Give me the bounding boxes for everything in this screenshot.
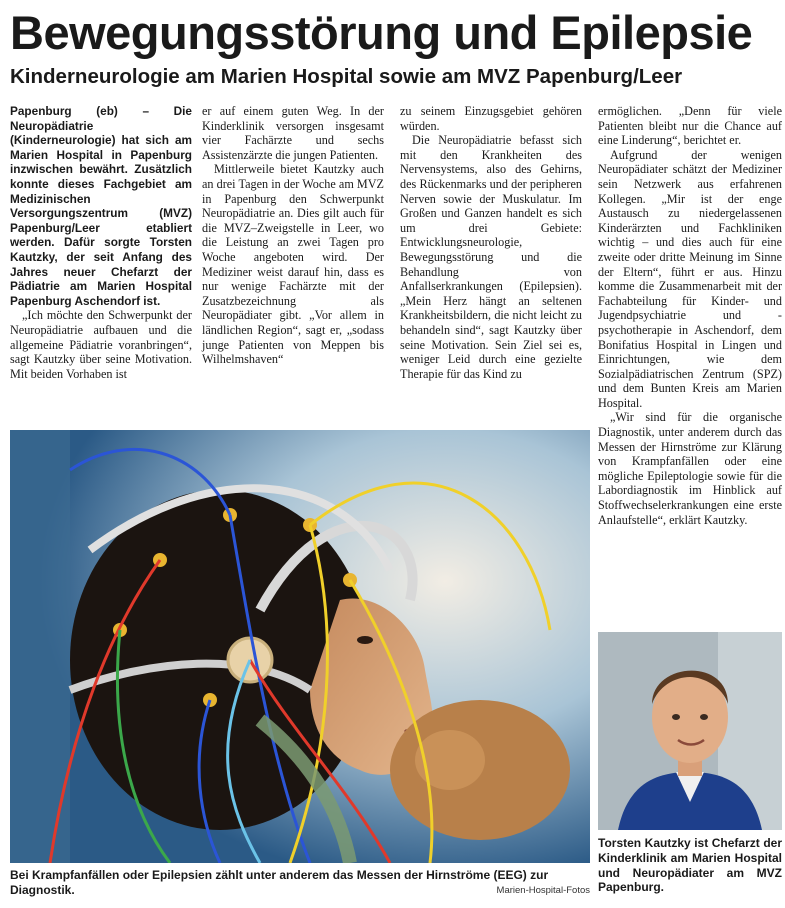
subheadline: Kinderneurologie am Marien Hospital sowie am MVZ Papenburg/Leer	[10, 65, 683, 88]
article-paragraph: „Ich möchte den Schwerpunkt der Neuropädiatrie aufbauen und die allgemeine Pädiatrie voranbringen“, sagt Kautzky über seine Motivation. Mit beiden Vorhaben ist	[10, 308, 192, 381]
article-column-1	[10, 104, 192, 381]
photo-caption: Bei Krampfanfällen oder Epilepsien zählt unter anderem das Messen der Hirnströme (EEG) zur Diagnostik.	[10, 868, 549, 897]
portrait-photo	[598, 632, 782, 830]
portrait-illustration	[598, 632, 782, 830]
article-lead: Papenburg (eb) – Die Neuropädiatrie (Kinderneurologie) hat sich am Marien Hospital in Papenburg inzwischen bewährt. Zusätzlich konnte dieses Fachgebiet am Medizinischen Versorgungszentrum (MVZ) Papenburg/Leer etabliert werden. Dafür sorgte Torsten Kautzky, der seit Anfang des Jahres neuer Chefarzt der Pädiatrie am Marien Hospital Papenburg Aschendorf ist.	[10, 104, 192, 308]
article-paragraph: „Wir sind für die organische Diagnostik, unter anderem durch das Messen der Hirnströme zur Klärung von Krampfanfällen oder eine mögliche Epileptologie sowie für die Labordiagnostik im Hinblick auf Stoffwechselerkrankungen eine erste Anlaufstelle“, erklärt Kautzky.	[598, 410, 782, 527]
article-column-3	[400, 104, 582, 381]
headline: Bewegungsstörung und Epilepsie	[10, 6, 753, 59]
article-paragraph: Aufgrund der wenigen Neuropädiater schätzt der Mediziner sein Netzwerk aus erfahrenen Kollegen. „Mir ist der enge Austausch zu niedergelassenen Kinderärzten und Fachkliniken wichtig – und dies auch für eine zweite oder dritte Meinung im Sinne der Eltern“, führt er aus. Hinzu komme die Zusammenarbeit mit der Fachabteilung für Kinder- und Jugendpsychiatrie und -psychotherapie in Aschendorf, dem Bonifatius Hospital in Lingen und Einrichtungen, wie dem Sozialpädiatrischen Zentrum (SPZ) und dem Bunten Kreis am Marien Hospital.	[598, 147, 782, 410]
article-paragraph: Die Neuropädiatrie befasst sich mit den Krankheiten des Nervensystems, also des Gehirns, des Rückenmarks und der peripheren Nerven sowie der Muskulatur. Im Großen und Ganzen handelt es sich um drei Gebiete: Entwicklungsneurologie, Bewegungsstörung und die Behandlung von Anfallserkrankungen (Epilepsien). „Mein Herz hängt an seltenen Krankheitsbildern, die nicht leicht zu behandeln sind“, sagt Kautzky über seine Motivation. Sein Ziel sei es, weniger Leid durch eine gezielte Therapie für das Kind zu	[400, 133, 582, 381]
article-paragraph: er auf einem guten Weg. In der Kinderklinik versorgen insgesamt vier Fachärzte und sechs Assistenzärzte die jungen Patienten.	[202, 104, 384, 162]
article-column-4	[598, 104, 782, 527]
article-column-2	[202, 104, 384, 367]
article-paragraph: ermöglichen. „Denn für viele Patienten bleibt nur die Chance auf eine Linderung“, berichtet er.	[598, 104, 782, 148]
eeg-photo	[10, 430, 590, 863]
portrait-caption: Torsten Kautzky ist Chefarzt der Kinderklinik am Marien Hospital und Neuropädiater am MVZ Papenburg.	[598, 836, 782, 895]
article-paragraph: Mittlerweile bietet Kautzky auch an drei Tagen in der Woche am MVZ in Papenburg den Schwerpunkt Neuropädiatrie an. Dies gilt auch für die MVZ–Zweigstelle in Leer, wo die Leistung an zwei Tagen pro Woche angeboten wird. Der Mediziner weist darauf hin, dass es nur wenige Fachärzte mit der Zusatzbezeichnung als Neuropädiater gibt. „Vor allem in ländlichen Region“, sagt er, „sodass junge Patienten von Meppen bis Wilhelmshaven“	[202, 162, 384, 367]
photo-credit: Marien-Hospital-Fotos	[496, 885, 590, 896]
article-paragraph: zu seinem Einzugsgebiet gehören würden.	[400, 104, 582, 133]
eeg-photo-illustration	[10, 430, 590, 863]
